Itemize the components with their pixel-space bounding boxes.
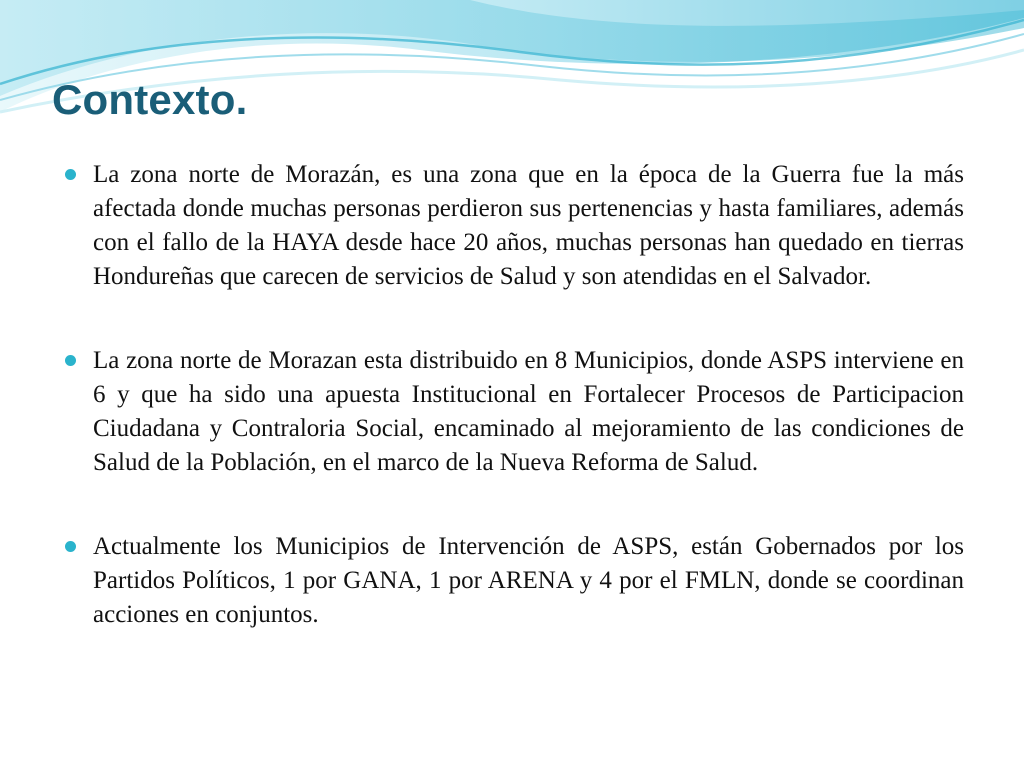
bullet-dot-icon [65, 169, 76, 180]
bullet-text: La zona norte de Morazan esta distribuido en 8 Municipios, donde ASPS interviene en 6 y que ha sido una apuesta Institucional en Fortalecer Procesos de Participacion Ciudadana y Contraloria Social, encaminado al mejoramiento de las condiciones de Salud de la Población, en el marco de la Nueva Reforma de Salud. [93, 347, 964, 476]
bullet-text: Actualmente los Municipios de Intervención de ASPS, están Gobernados por los Partidos Políticos, 1 por GANA, 1 por ARENA y 4 por el FMLN, donde se coordinan acciones en conjuntos. [93, 533, 964, 628]
bullet-item-2 [64, 344, 964, 480]
bullet-dot-icon [65, 541, 76, 552]
bullet-item-1 [64, 158, 964, 294]
bullet-item-3 [64, 530, 964, 632]
bullet-dot-icon [65, 355, 76, 366]
bullet-text: La zona norte de Morazán, es una zona que en la época de la Guerra fue la más afectada donde muchas personas perdieron sus pertenencias y hasta familiares, además con el fallo de la HAYA desde hace 20 años, muchas personas han quedado en tierras Hondureñas que carecen de servicios de Salud y son atendidas en el Salvador. [93, 161, 964, 290]
slide-title: Contexto. [52, 76, 248, 123]
bullet-list [64, 158, 964, 632]
